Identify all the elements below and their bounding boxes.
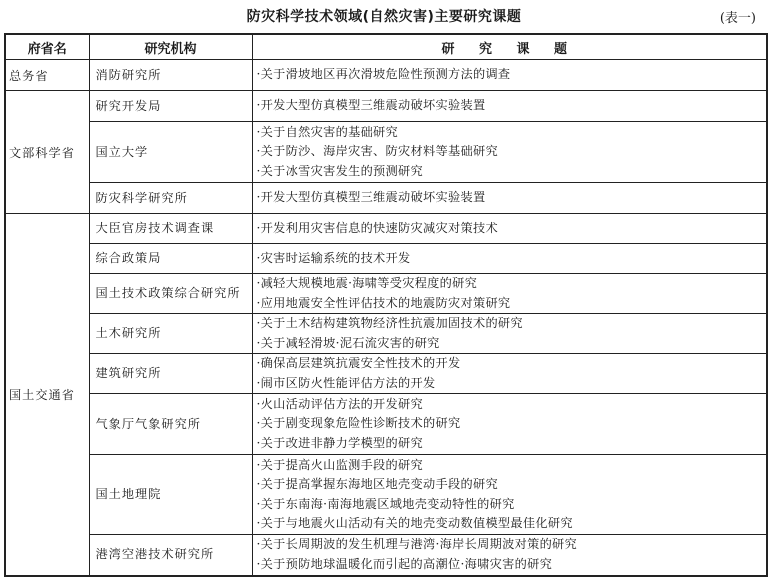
topics-cell [252,214,767,244]
ministry-cell: 文部科学省 [5,91,89,214]
topic-item: ·闹市区防火性能评估方法的开发 [256,375,436,390]
topic-item: ·关于剧变现象危险性诊断技术的研究 [256,416,461,431]
org-cell: 消防研究所 [89,60,252,91]
topic-item: ·减轻大规模地震·海啸等受灾程度的研究 [256,276,478,290]
topics-cell [252,122,767,183]
header-row [5,34,767,60]
org-cell: 国土技术政策综合研究所 [89,274,252,314]
topics-cell [252,455,767,535]
research-table [4,33,768,577]
topic-item: ·关于滑坡地区再次滑坡危险性预测方法的调查 [256,67,511,82]
topics-cell [252,274,767,314]
table-row [5,183,767,214]
header-org: 研究机构 [89,34,252,60]
topic-item: ·开发大型仿真模型三维震动破坏实验装置 [256,98,486,113]
topic-item: ·关于与地震火山活动有关的地壳变动数值模型最佳化研究 [256,516,573,530]
table-row [5,244,767,274]
table-row [5,60,767,91]
topic-item: ·关于减轻滑坡·泥石流灾害的研究 [256,335,440,350]
topic-item: ·关于防沙、海岸灾害、防灾材料等基础研究 [256,144,498,159]
topic-item: ·关于自然灾害的基础研究 [256,124,399,139]
topic-item: ·关于冰雪灾害发生的预测研究 [256,163,424,178]
header-topic: 研 究 课 题 [252,34,767,60]
table-row [5,394,767,455]
table-tag: (表一) [719,11,756,26]
topic-item: ·开发利用灾害信息的快速防灾减灾对策技术 [256,220,498,235]
org-cell: 气象厅气象研究所 [89,394,252,455]
topic-item: ·关于改进非静力学模型的研究 [256,435,424,450]
topic-item: ·关于提高掌握东海地区地壳变动手段的研究 [256,477,498,491]
topics-cell [252,183,767,214]
org-cell: 建筑研究所 [89,354,252,394]
topic-item: ·关于东南海·南海地震区域地壳变动特性的研究 [256,496,515,511]
org-cell: 港湾空港技术研究所 [89,535,252,576]
topics-cell [252,535,767,576]
table-row [5,91,767,122]
topics-cell [252,394,767,455]
topics-cell [252,60,767,91]
table-row [5,274,767,314]
topics-cell [252,354,767,394]
table-title: 防灾科学技术领域(自然灾害)主要研究课题 [246,9,522,25]
table-row [5,122,767,183]
table-row [5,455,767,535]
org-cell: 防灾科学研究所 [89,183,252,214]
topic-item: ·应用地震安全性评估技术的地震防灾对策研究 [256,295,511,310]
org-cell: 土木研究所 [89,314,252,354]
header-ministry: 府省名 [5,34,89,60]
topic-item: ·灾害时运输系统的技术开发 [256,250,411,265]
topic-item: ·关于长周期波的发生机理与港湾·海岸长周期波对策的研究 [256,537,578,552]
topic-item: ·关于土木结构建筑物经济性抗震加固技术的研究 [256,316,523,330]
org-cell: 国立大学 [89,122,252,183]
topic-item: ·关于提高火山监测手段的研究 [256,457,424,472]
topics-cell [252,314,767,354]
topics-cell [252,91,767,122]
table-row [5,354,767,394]
ministry-cell: 总务省 [5,60,89,91]
topic-item: ·确保高层建筑抗震安全性技术的开发 [256,356,461,370]
ministry-cell: 国土交通省 [5,214,89,576]
table-row [5,314,767,354]
topics-cell [252,244,767,274]
org-cell: 大臣官房技术调查课 [89,214,252,244]
topic-item: ·开发大型仿真模型三维震动破坏实验装置 [256,190,486,205]
topic-item: ·火山活动评估方法的开发研究 [256,396,424,411]
org-cell: 研究开发局 [89,91,252,122]
org-cell: 综合政策局 [89,244,252,274]
table-row [5,535,767,576]
table-row [5,214,767,244]
org-cell: 国土地理院 [89,455,252,535]
topic-item: ·关于预防地球温暖化而引起的高潮位·海啸灾害的研究 [256,556,553,571]
